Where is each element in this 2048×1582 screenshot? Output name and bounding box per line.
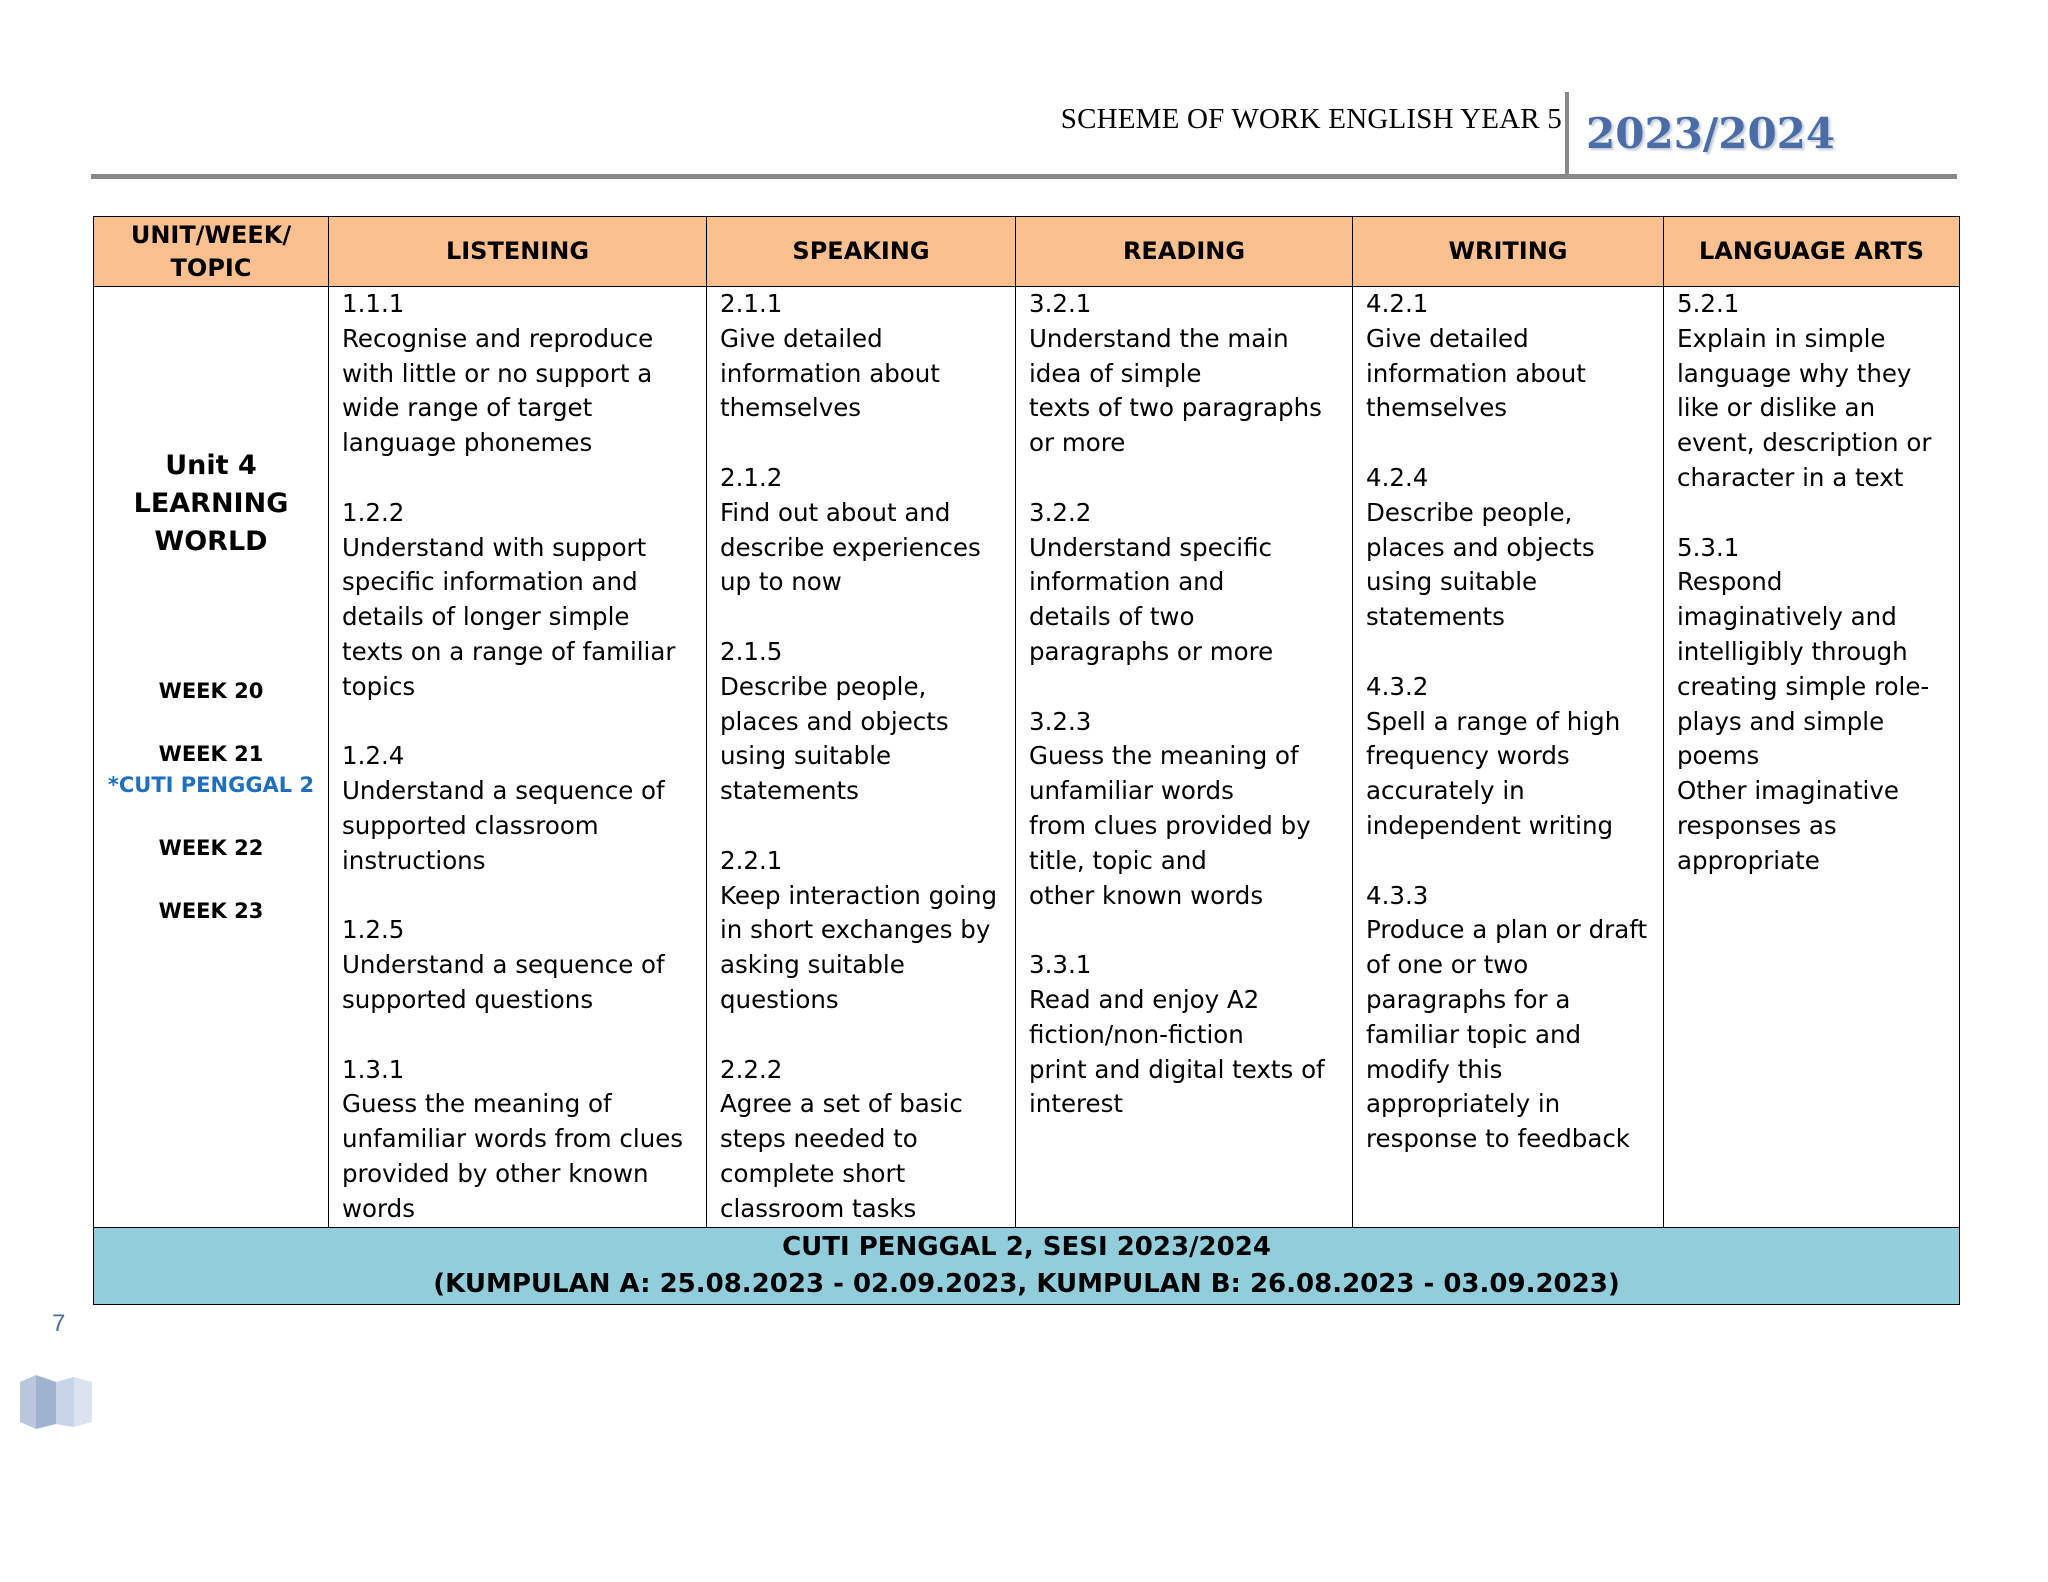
standard-item [720,287,1005,426]
standard-code: 5.3.1 [1677,532,1740,562]
standard-code: 1.2.2 [342,497,405,527]
standard-item [342,287,696,461]
standard-code: 5.2.1 [1677,289,1740,318]
topic-cell [94,287,329,1228]
standard-desc: Give detailed information about themselves [1366,323,1586,423]
standard-item [342,1053,696,1227]
unit-number: Unit 4 [165,450,257,481]
standard-desc: Understand a sequence of supported classroom instructions [342,776,665,875]
holiday-dates: (KUMPULAN A: 25.08.2023 - 02.09.2023, KUMPULAN B: 26.08.2023 - 03.09.2023) [433,1268,1620,1299]
standard-code: 2.1.5 [720,636,783,666]
listening-cell [329,287,707,1228]
standard-desc: Describe people, places and objects using suitable statements [1366,497,1595,632]
standard-desc: Respond imaginatively and intelligibly through creating simple role-plays and simple poems [1677,567,1930,771]
standard-desc: Understand a sequence of supported questions [342,950,665,1014]
standard-desc: print and digital texts of interest [1029,1054,1325,1119]
holiday-row [94,1227,1960,1304]
standard-desc: texts of two paragraphs or more [1029,393,1322,458]
standard-desc: Guess the meaning of unfamiliar words from clues provided by other known words [342,1089,684,1223]
standard-item [342,496,696,705]
standard-desc: Keep interaction going in short exchanges by asking suitable questions [720,880,998,1014]
week-21: WEEK 21 [158,742,264,766]
reading-cell [1016,287,1353,1228]
standard-item [1366,670,1653,844]
standard-item [720,1053,1005,1227]
standard-desc: Describe people, places and objects using suitable statements [720,671,949,806]
writing-cell [1353,287,1664,1228]
holiday-note: *CUTI PENGGAL 2 [107,773,315,797]
standard-code: 4.3.2 [1366,671,1429,701]
table-row [94,287,1960,1228]
holiday-banner [94,1227,1960,1304]
standard-item [1366,461,1653,635]
header-writing: WRITING [1353,217,1664,287]
standard-item [1366,287,1653,426]
standard-desc: Find out about and describe experiences up to now [720,497,981,597]
standard-desc: details of two paragraphs or more [1029,602,1274,666]
standard-desc: Explain in simple language why they like or dislike an event, description or character in a text [1677,323,1932,492]
standard-desc: Guess the meaning of unfamiliar words [1029,741,1299,806]
standard-item [1029,705,1342,914]
standard-item [1677,531,1949,879]
speaking-cell [707,287,1016,1228]
header-listening: LISTENING [329,217,707,287]
unit-name-line-1: LEARNING [133,488,289,519]
document-title: SCHEME OF WORK ENGLISH YEAR 5 [1060,103,1562,135]
scheme-of-work-table [93,216,1960,1305]
book-decoration-icon [18,1372,94,1432]
standard-code: 4.3.3 [1366,880,1429,910]
standard-item [720,635,1005,809]
standard-code: 2.2.1 [720,845,783,875]
header-rule [91,174,1957,179]
standard-item [342,739,696,878]
unit-title [94,447,328,561]
standard-desc: Spell a range of high frequency words accurately in independent writing [1366,706,1621,840]
page-number: 7 [52,1310,66,1337]
standard-code: 2.1.1 [720,289,783,318]
holiday-title: CUTI PENGGAL 2, SESI 2023/2024 [782,1231,1271,1262]
language-arts-cell [1664,287,1960,1228]
standard-code: 4.2.1 [1366,289,1429,318]
standard-code: 3.2.1 [1029,289,1092,318]
standard-code: 4.2.4 [1366,462,1429,492]
standard-desc: Understand specific information and [1029,532,1272,597]
standard-code: 2.2.2 [720,1054,783,1084]
standard-desc: Understand the main idea of simple [1029,323,1289,388]
session-year: 2023/2024 [1586,109,1836,158]
standard-code: 3.3.1 [1029,950,1092,980]
header-reading: READING [1016,217,1353,287]
standard-code: 2.1.2 [720,462,783,492]
header-language-arts: LANGUAGE ARTS [1664,217,1960,287]
table-header-row [94,217,1960,287]
standard-desc: Agree a set of basic steps needed to complete short classroom tasks [720,1089,963,1223]
standard-desc: Read and enjoy A2 fiction/non-fiction [1029,984,1260,1049]
standard-code: 1.1.1 [342,289,405,318]
standard-desc: Give detailed information about themselves [720,323,940,423]
standard-item [1029,287,1342,461]
standard-code: 3.2.2 [1029,497,1092,527]
week-20: WEEK 20 [158,679,264,703]
standard-item [1366,879,1653,1157]
standard-desc: from clues provided by title, topic and [1029,810,1311,875]
standard-item [1029,948,1342,1122]
week-23: WEEK 23 [158,899,264,923]
standard-item [720,461,1005,600]
unit-name-line-2: WORLD [154,526,268,557]
standard-code: 3.2.3 [1029,706,1092,736]
standard-desc: Produce a plan or draft of one or two paragraphs for a familiar topic and modify this appropriately in response to feedback [1366,915,1648,1154]
standard-item [720,844,1005,1018]
header-divider [1565,92,1569,174]
standard-item [1029,496,1342,670]
standard-item [342,913,696,1017]
standard-desc: Other imaginative responses as appropriate [1677,776,1899,875]
standard-item [1677,287,1949,496]
standard-code: 1.3.1 [342,1054,405,1084]
standard-desc: Understand with support specific information and details of longer simple texts on a range of familiar topics [342,532,676,701]
header-unit-week-topic: UNIT/WEEK/ TOPIC [94,217,329,287]
standard-code: 1.2.4 [342,741,405,771]
header-speaking: SPEAKING [707,217,1016,287]
standard-desc: other known words [1029,880,1264,910]
week-22: WEEK 22 [158,836,264,860]
standard-desc: Recognise and reproduce with little or no support a wide range of target language phonemes [342,323,654,458]
standard-code: 1.2.5 [342,915,405,945]
